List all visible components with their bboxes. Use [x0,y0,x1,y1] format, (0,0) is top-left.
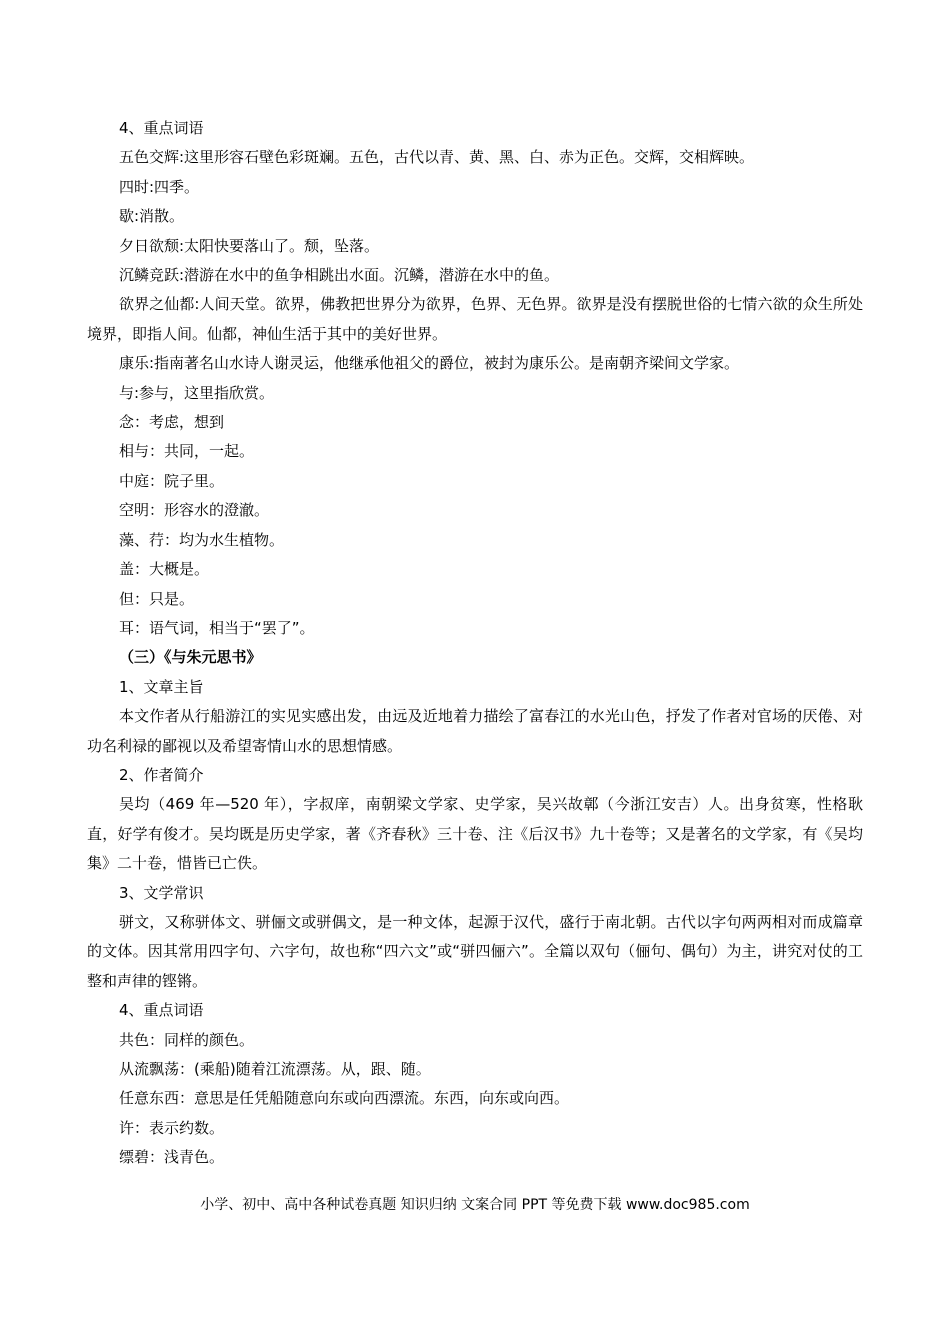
paragraph: 但：只是。 [119,589,195,608]
paragraph: 任意东西：意思是任凭船随意向东或向西漂流。东西，向东或向西。 [119,1089,570,1108]
paragraph: 吴均（469 年—520 年），字叔庠，南朝梁文学家、史学家，吴兴故鄣（今浙江安吉）人。出身贫寒，性格耿直，好学有俊才。吴均既是历史学家，著《齐春秋》三十卷、注《后汉书》九十卷等；又是著名的文学家，有《吴均集》二十卷，惜皆已亡佚。 [87,795,863,873]
paragraph: 沉鳞竞跃:潜游在水中的鱼争相跳出水面。沉鳞，潜游在水中的鱼。 [119,266,560,285]
paragraph: 念：考虑，想到 [119,413,225,432]
paragraph: 空明：形容水的澄澈。 [119,501,270,520]
paragraph: 欲界之仙都:人间天堂。欲界，佛教把世界分为欲界，色界、无色界。欲界是没有摆脱世俗的七情六欲的众生所处境界，即指人间。仙都，神仙生活于其中的美好世界。 [87,295,863,343]
paragraph: 耳：语气词，相当于“罢了”。 [119,618,315,637]
paragraph: 四时:四季。 [119,177,200,196]
paragraph: 共色：同样的颜色。 [119,1030,255,1049]
paragraph: 2、作者简介 [119,765,204,784]
paragraph: 五色交辉:这里形容石壁色彩斑斓。五色，古代以青、黄、黑、白、赤为正色。交辉，交相辉映。 [119,148,755,167]
paragraph: 中庭：院子里。 [119,471,225,490]
page-footer: 小学、初中、高中各种试卷真题 知识归纳 文案合同 PPT 等免费下载 www.doc985.com [200,1197,750,1213]
paragraph: 盖：大概是。 [119,560,210,579]
paragraph: 4、重点词语 [119,119,204,137]
paragraph: 本文作者从行船游江的实见实感出发，由远及近地着力描绘了富春江的水光山色，抒发了作者对官场的厌倦、对功名利禄的鄙视以及希望寄情山水的思想情感。 [87,707,863,755]
paragraph: 许：表示约数。 [119,1118,225,1137]
paragraph: 夕日欲颓:太阳快要落山了。颓，坠落。 [119,236,380,255]
paragraph: 4、重点词语 [119,1001,204,1020]
paragraph: 缥碧：浅青色。 [119,1148,225,1167]
document-body [87,114,863,1173]
paragraph: 康乐:指南著名山水诗人谢灵运，他继承他祖父的爵位，被封为康乐公。是南朝齐梁间文学家。 [119,354,740,373]
paragraph: 1、文章主旨 [119,677,204,696]
paragraph: 3、文学常识 [119,883,204,902]
section-heading: （三）《与朱元思书》 [119,648,262,667]
paragraph: 与:参与，这里指欣赏。 [119,383,275,402]
paragraph: 相与：共同，一起。 [119,442,255,461]
paragraph: 从流飘荡：(乘船)随着江流漂荡。从，跟、随。 [119,1060,431,1078]
paragraph: 藻、荇：均为水生植物。 [119,530,285,549]
paragraph: 歇:消散。 [119,207,185,226]
paragraph: 骈文，又称骈体文、骈俪文或骈偶文，是一种文体，起源于汉代，盛行于南北朝。古代以字句两两相对而成篇章的文体。因其常用四字句、六字句，故也称“四六文”或“骈四俪六”。全篇以双句（俪句、偶句）为主，讲究对仗的工整和声律的铿锵。 [87,912,863,990]
